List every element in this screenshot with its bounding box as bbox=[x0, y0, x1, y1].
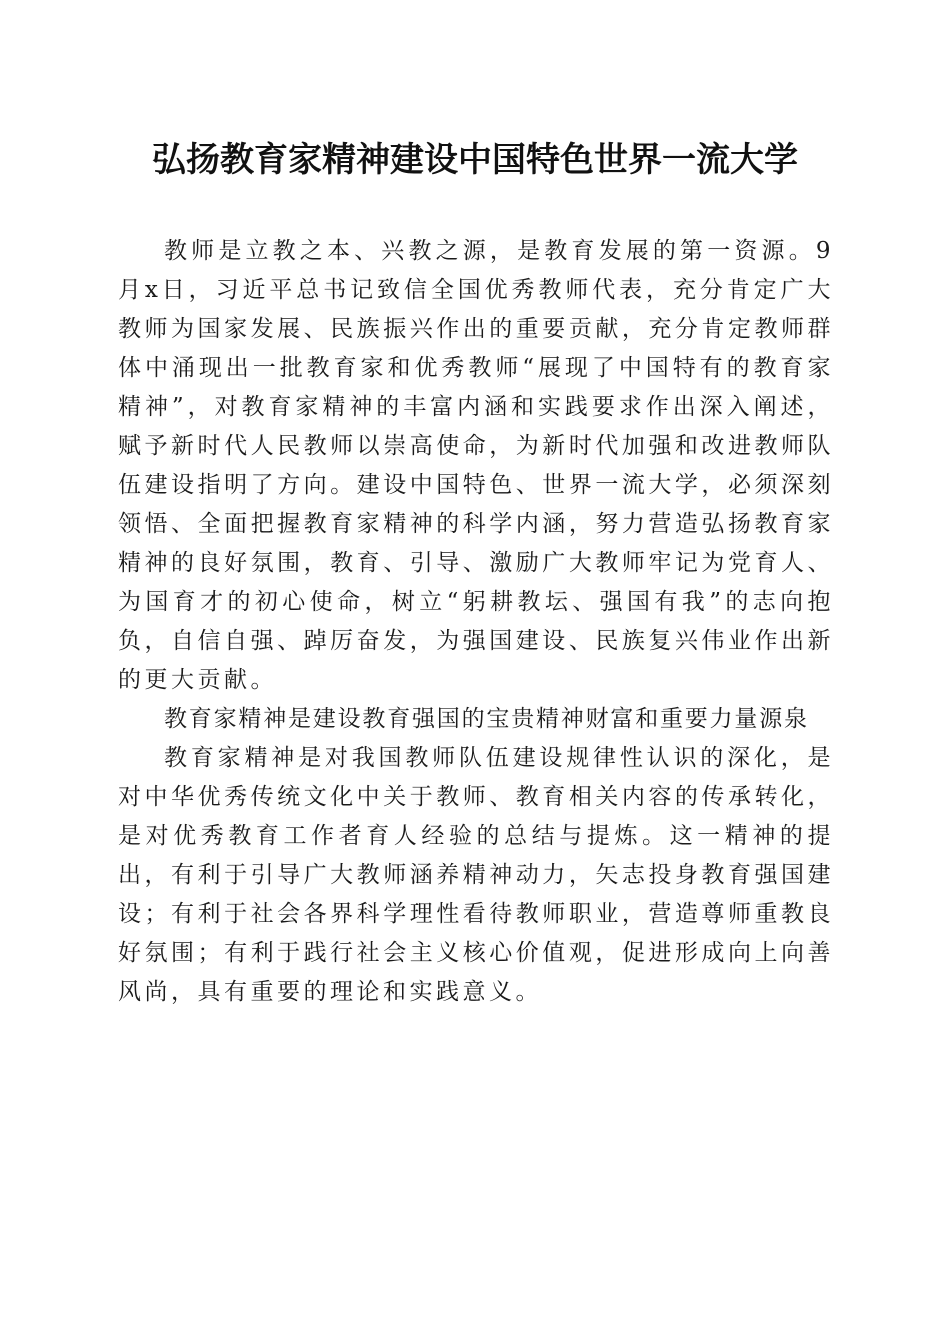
section-paragraph: 教育家精神是对我国教师队伍建设规律性认识的深化，是对中华优秀传统文化中关于教师、教育相关内容的传承转化，是对优秀教育工作者育人经验的总结与提炼。这一精神的提出，有利于引导广大教师涵养精神动力，矢志投身教育强国建设；有利于社会各界科学理性看待教师职业，营造尊师重教良好氛围；有利于践行社会主义核心价值观，促进形成向上向善风尚，具有重要的理论和实践意义。 bbox=[118, 745, 834, 1005]
document-body bbox=[118, 232, 834, 1012]
intro-paragraph: 教师是立教之本、兴教之源，是教育发展的第一资源。9月x日，习近平总书记致信全国优秀教师代表，充分肯定广大教师为国家发展、民族振兴作出的重要贡献，充分肯定教师群体中涌现出一批教育家和优秀教师“展现了中国特有的教育家精神”，对教育家精神的丰富内涵和实践要求作出深入阐述，赋予新时代人民教师以崇高使命，为新时代加强和改进教师队伍建设指明了方向。建设中国特色、世界一流大学，必须深刻领悟、全面把握教育家精神的科学内涵，努力营造弘扬教育家精神的良好氛围，教育、引导、激励广大教师牢记为党育人、为国育才的初心使命，树立“躬耕教坛、强国有我”的志向抱负，自信自强、踔厉奋发，为强国建设、民族复兴伟业作出新的更大贡献。 bbox=[118, 238, 834, 693]
document-title: 弘扬教育家精神建设中国特色世界一流大学 bbox=[152, 140, 798, 180]
section-heading: 教育家精神是建设教育强国的宝贵精神财富和重要力量源泉 bbox=[164, 706, 809, 732]
